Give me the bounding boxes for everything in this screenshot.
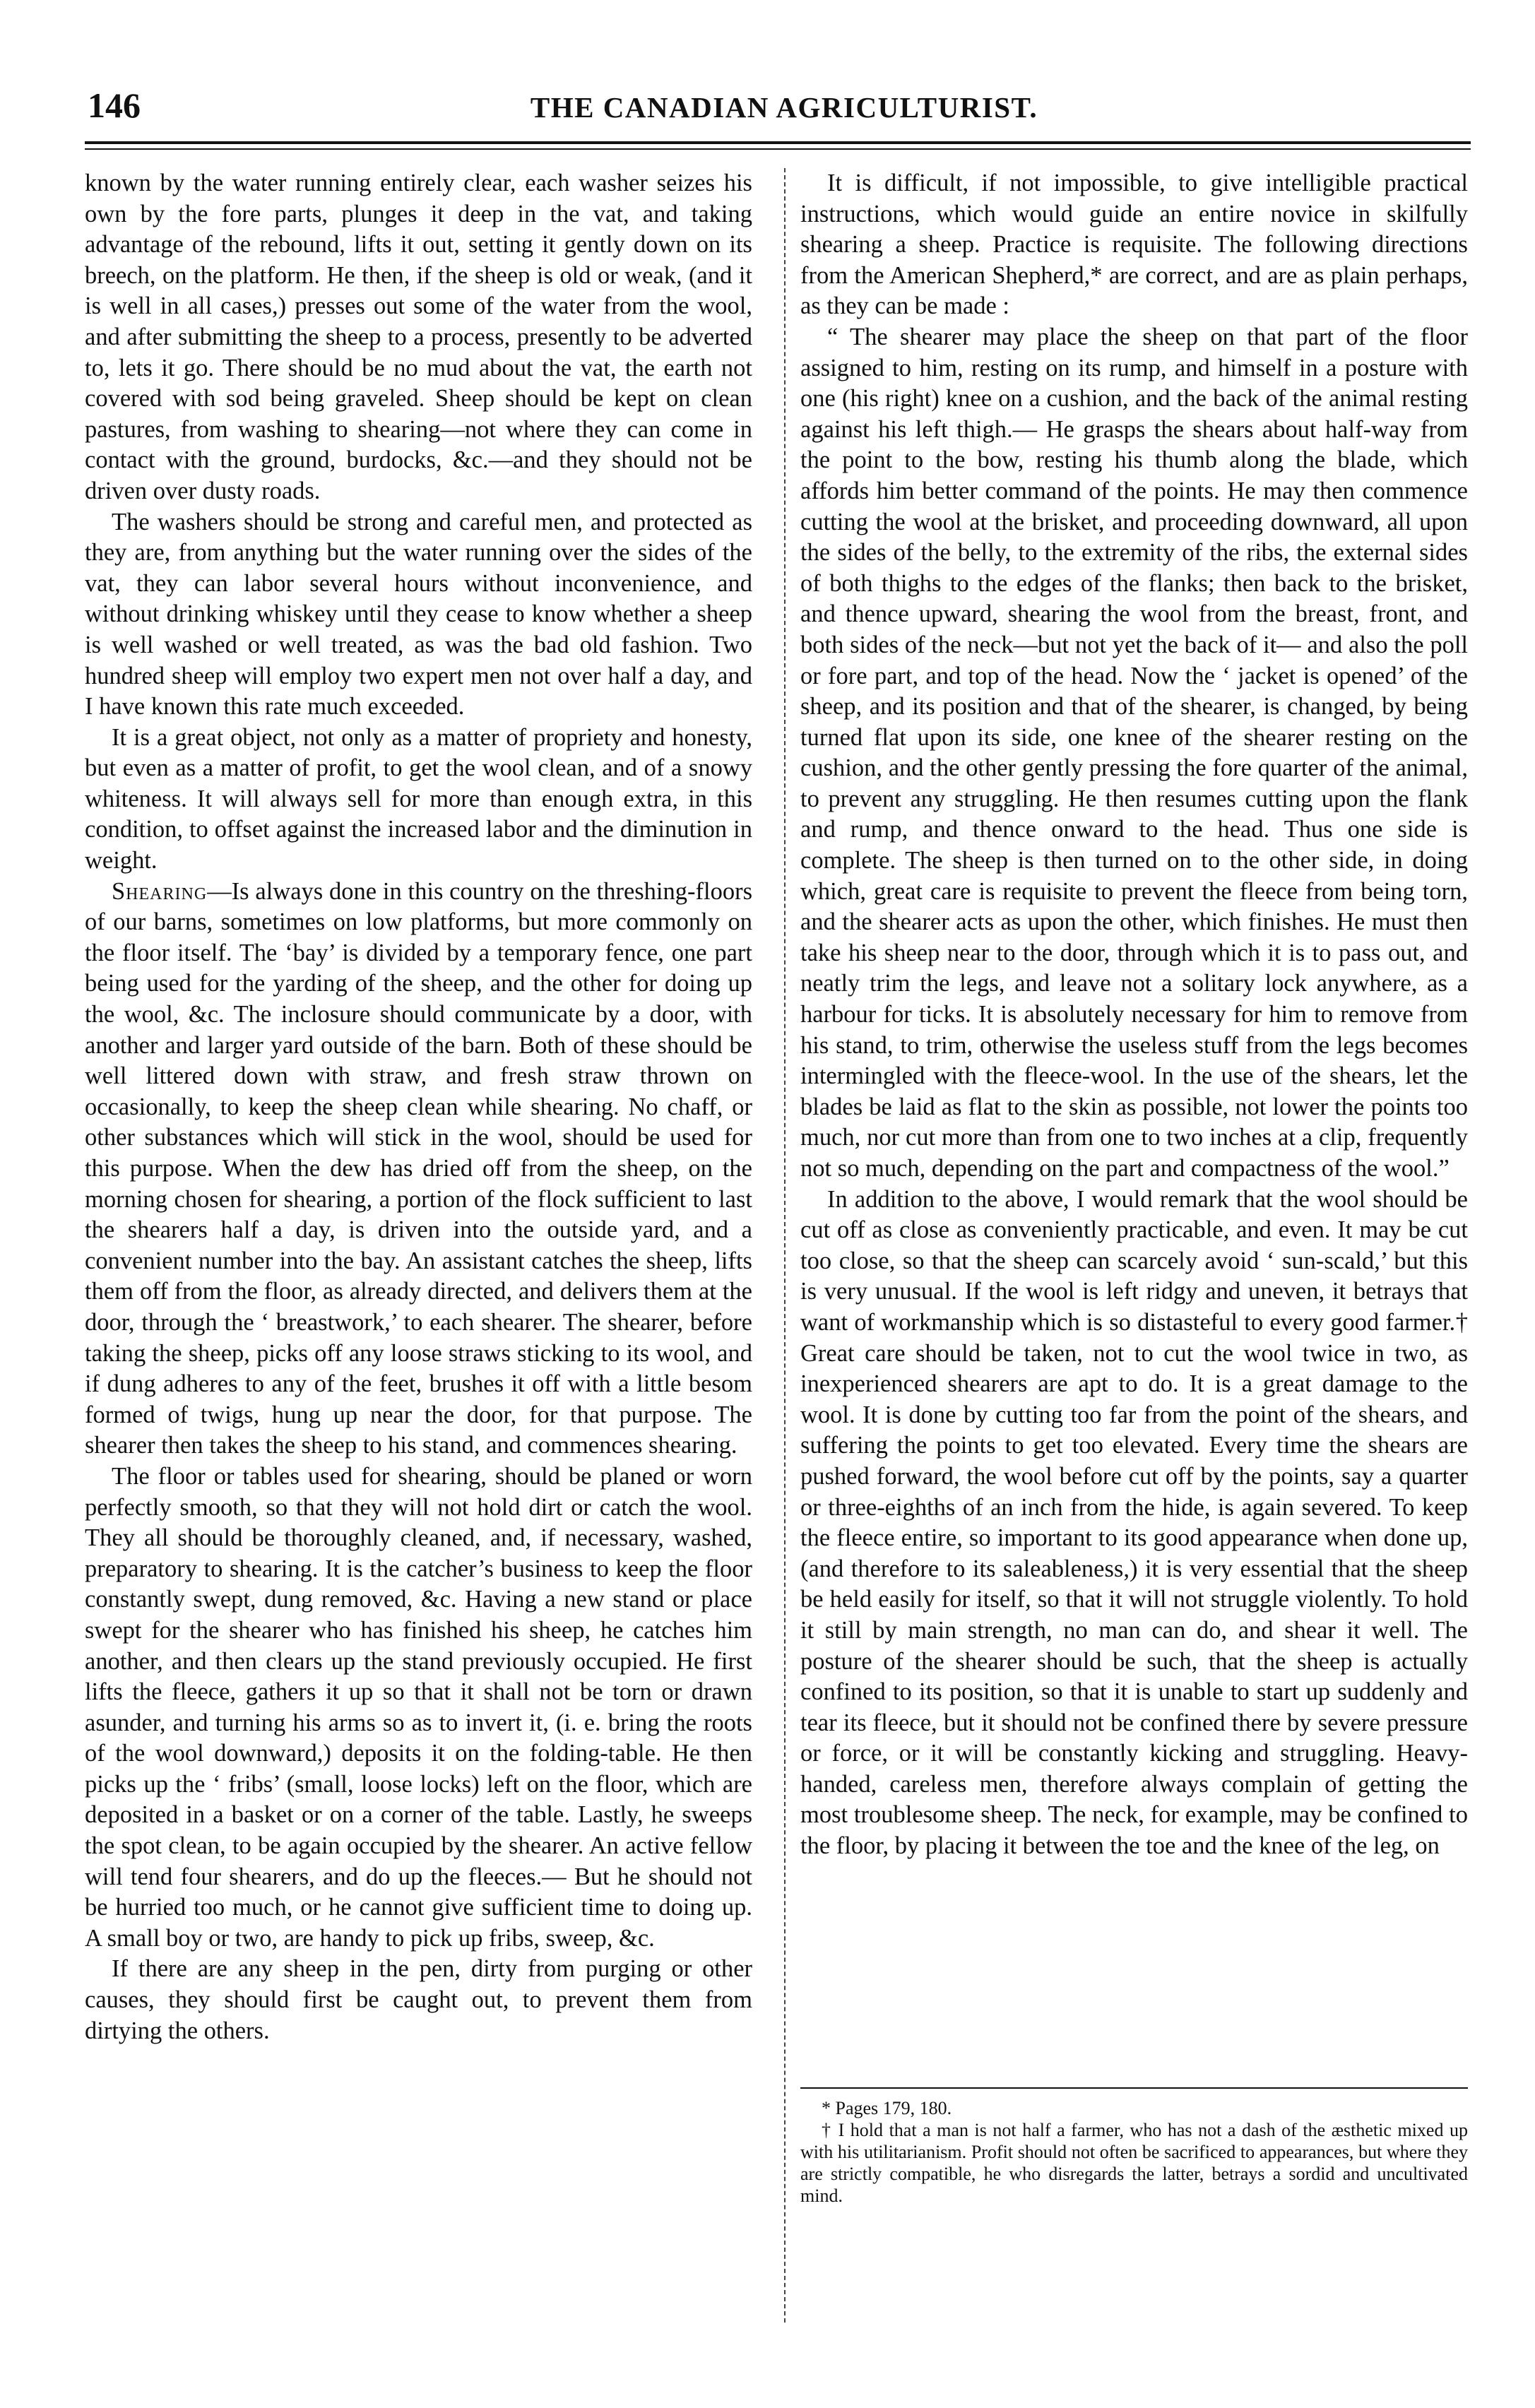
footnotes: [800, 2087, 1468, 2207]
header-rule-thin: [85, 148, 1471, 150]
page-header: [85, 83, 1483, 133]
shearing-text: —Is always done in this country on the threshing-floors of our barns, sometimes on low platforms, but more commonly on the floor itself. The ‘bay’ is divided by a temporary fence, one part being used for the yarding of the sheep, and the other for doing up the wool, &c. The inclosure should communicate by a door, with another and larger yard outside of the barn. Both of these should be well littered down with straw, and fresh straw thrown on occasionally, to keep the sheep clean while shearing. No chaff, or other substances which will stick in the wool, should be used for this purpose. When the dew has dried off from the sheep, on the morning chosen for shearing, a portion of the flock sufficient to last the shearers half a day, is driven into the outside yard, and a convenient number into the bay. An assistant catches the sheep, lifts them off from the floor, as already directed, and delivers them at the door, through the ‘ breastwork,’ to each shearer. The shearer, before taking the sheep, picks off any loose straws sticking to its wool, and if dung adheres to any of the feet, brushes it off with a little besom formed of twigs, hung up near the door, for that purpose. The shearer then takes the sheep to his stand, and commences shearing.: [85, 877, 752, 1459]
shearing-heading: Shearing: [112, 877, 208, 905]
page-number: 146: [88, 85, 141, 125]
running-title: THE CANADIAN AGRICULTURIST.: [530, 91, 1038, 124]
footnote-1: * Pages 179, 180.: [822, 2098, 952, 2118]
left-paragraph-1: known by the water running entirely clear, each washer seizes his own by the fore parts, plunges it deep in the vat, and taking advantage of the rebound, lifts it out, setting it gently down on its breech, on the platform. He then, if the sheep is old or weak, (and it is well in all cases,) presses out some of the water from the wool, and after submitting the sheep to a process, presently to be adverted to, lets it go. There should be no mud about the vat, the earth not covered with sod being graveled. Sheep should be kept on clean pastures, from washing to shearing—not where they can come in contact with the ground, burdocks, &c.—and they should not be driven over dusty roads.: [85, 170, 752, 504]
right-paragraph-1: It is difficult, if not impossible, to give intelligible practical instructions, which would guide an entire novice in skilfully shearing a sheep. Practice is requisite. The following directions from the American Shepherd,* are correct, and are as plain perhaps, as they can be made :: [800, 170, 1468, 320]
left-column: [85, 168, 752, 2351]
header-rule-thick: [85, 141, 1471, 144]
right-paragraph-2: “ The shearer may place the sheep on that part of the floor assigned to him, resting on its rump, and himself in a posture with one (his right) knee on a cushion, and the back of the animal resting against his left thigh.— He grasps the shears about half-way from the point to the bow, resting his thumb along the blade, which affords him better command of the points. He may then commence cutting the wool at the brisket, and proceeding downward, all upon the sides of the belly, to the extremity of the ribs, the external sides of both thighs to the edges of the flanks; then back to the brisket, and thence upward, shearing the wool from the breast, front, and both sides of the neck—but not yet the back of it— and also the poll or fore part, and top of the head. Now the ‘ jacket is opened’ of the sheep, and its position and that of the shearer, is changed, by being turned flat upon its side, one knee of the shearer resting on the cushion, and the other gently pressing the fore quarter of the animal, to prevent any struggling. He then resumes cutting upon the flank and rump, and thence onward to the head. Thus one side is complete. The sheep is then turned on to the other side, in doing which, great care is requisite to prevent the fleece from being torn, and the shearer acts as upon the other, which finishes. He must then take his sheep near to the door, through which it is to pass out, and neatly trim the legs, and leave not a solitary lock anywhere, as a harbour for ticks. It is absolutely necessary for him to remove from his stand, to trim, otherwise the useless stuff from the legs becomes intermingled with the fleece-wool. In the use of the shears, let the blades be laid as flat to the skin as possible, not lower the points too much, nor cut more than from one to two inches at a clip, frequently not so much, depending on the part and compactness of the wool.”: [800, 323, 1468, 1182]
left-paragraph-3: It is a great object, not only as a matter of propriety and honesty, but even as a matter of profit, to get the wool clean, and of a snowy whiteness. It will always sell for more than enough extra, in this condition, to offset against the increased labor and the diminution in weight.: [85, 723, 752, 874]
footnote-rule: [800, 2087, 1468, 2089]
left-paragraph-2: The washers should be strong and careful men, and protected as they are, from anything but the water running over the sides of the vat, they can labor several hours without inconvenience, and without drinking whiskey until they cease to know whether a sheep is well washed or well treated, as was the bad old fashion. Two hundred sheep will employ two expert men not over half a day, and I have known this rate much exceeded.: [85, 508, 752, 720]
left-paragraph-6: If there are any sheep in the pen, dirty from purging or other causes, they should first be caught out, to prevent them from dirtying the others.: [85, 1955, 752, 2044]
left-paragraph-5: The floor or tables used for shearing, should be planed or worn perfectly smooth, so that they will not hold dirt or catch the wool. They all should be thoroughly cleaned, and, if necessary, washed, preparatory to shearing. It is the catcher’s business to keep the floor constantly swept, dung removed, &c. Having a new stand or place swept for the shearer who has finished his sheep, he catches him another, and then clears up the stand previously occupied. He first lifts the fleece, gathers it up so that it shall not be torn or drawn asunder, and turning his arms so as to invert it, (i. e. bring the roots of the wool downward,) deposits it on the folding-table. He then picks up the ‘ fribs’ (small, loose locks) left on the floor, which are deposited in a basket or on a corner of the table. Lastly, he sweeps the spot clean, to be again occupied by the shearer. An active fellow will tend four shearers, and do up the fleeces.— But he should not be hurried too much, or he cannot give sufficient time to doing up. A small boy or two, are handy to pick up fribs, sweep, &c.: [85, 1462, 752, 1952]
right-column: [800, 168, 1468, 2075]
right-paragraph-3: In addition to the above, I would remark that the wool should be cut off as close as conveniently practicable, and even. It may be cut too close, so that the sheep can scarcely avoid ‘ sun-scald,’ but this is very unusual. If the wool is left ridgy and uneven, it betrays that want of workmanship which is so distasteful to every good farmer.† Great care should be taken, not to cut the wool twice in two, as inexperienced shearers are apt to do. It is a great damage to the wool. It is done by cutting too far from the point of the shears, and suffering the points to get too elevated. Every time the shears are pushed forward, the wool before cut off by the points, say a quarter or three-eighths of an inch from the hide, is again severed. To keep the fleece entire, so important to its good appearance when done up, (and therefore to its saleableness,) it is very essential that the sheep be held easily for itself, so that it will not struggle violently. To hold it still by main strength, no man can do, and shear it well. The posture of the shearer should be such, that the sheep is actually confined to its position, so that it is unable to start up suddenly and tear its fleece, but it should not be confined there by severe pressure or force, or it will be constantly kicking and struggling. Heavy-handed, careless men, therefore always complain of getting the most troublesome sheep. The neck, for example, may be confined to the floor, by placing it between the toe and the knee of the leg, on: [800, 1185, 1468, 1860]
column-divider: [784, 168, 786, 2323]
footnote-2: † I hold that a man is not half a farmer, who has not a dash of the æsthetic mixed up with his utilitarianism. Profit should not often be sacrificed to appearances, but where they are strictly compatible, he who disregards the latter, betrays a sordid and uncultivated mind.: [800, 2120, 1468, 2206]
left-paragraph-4: [85, 877, 752, 1461]
